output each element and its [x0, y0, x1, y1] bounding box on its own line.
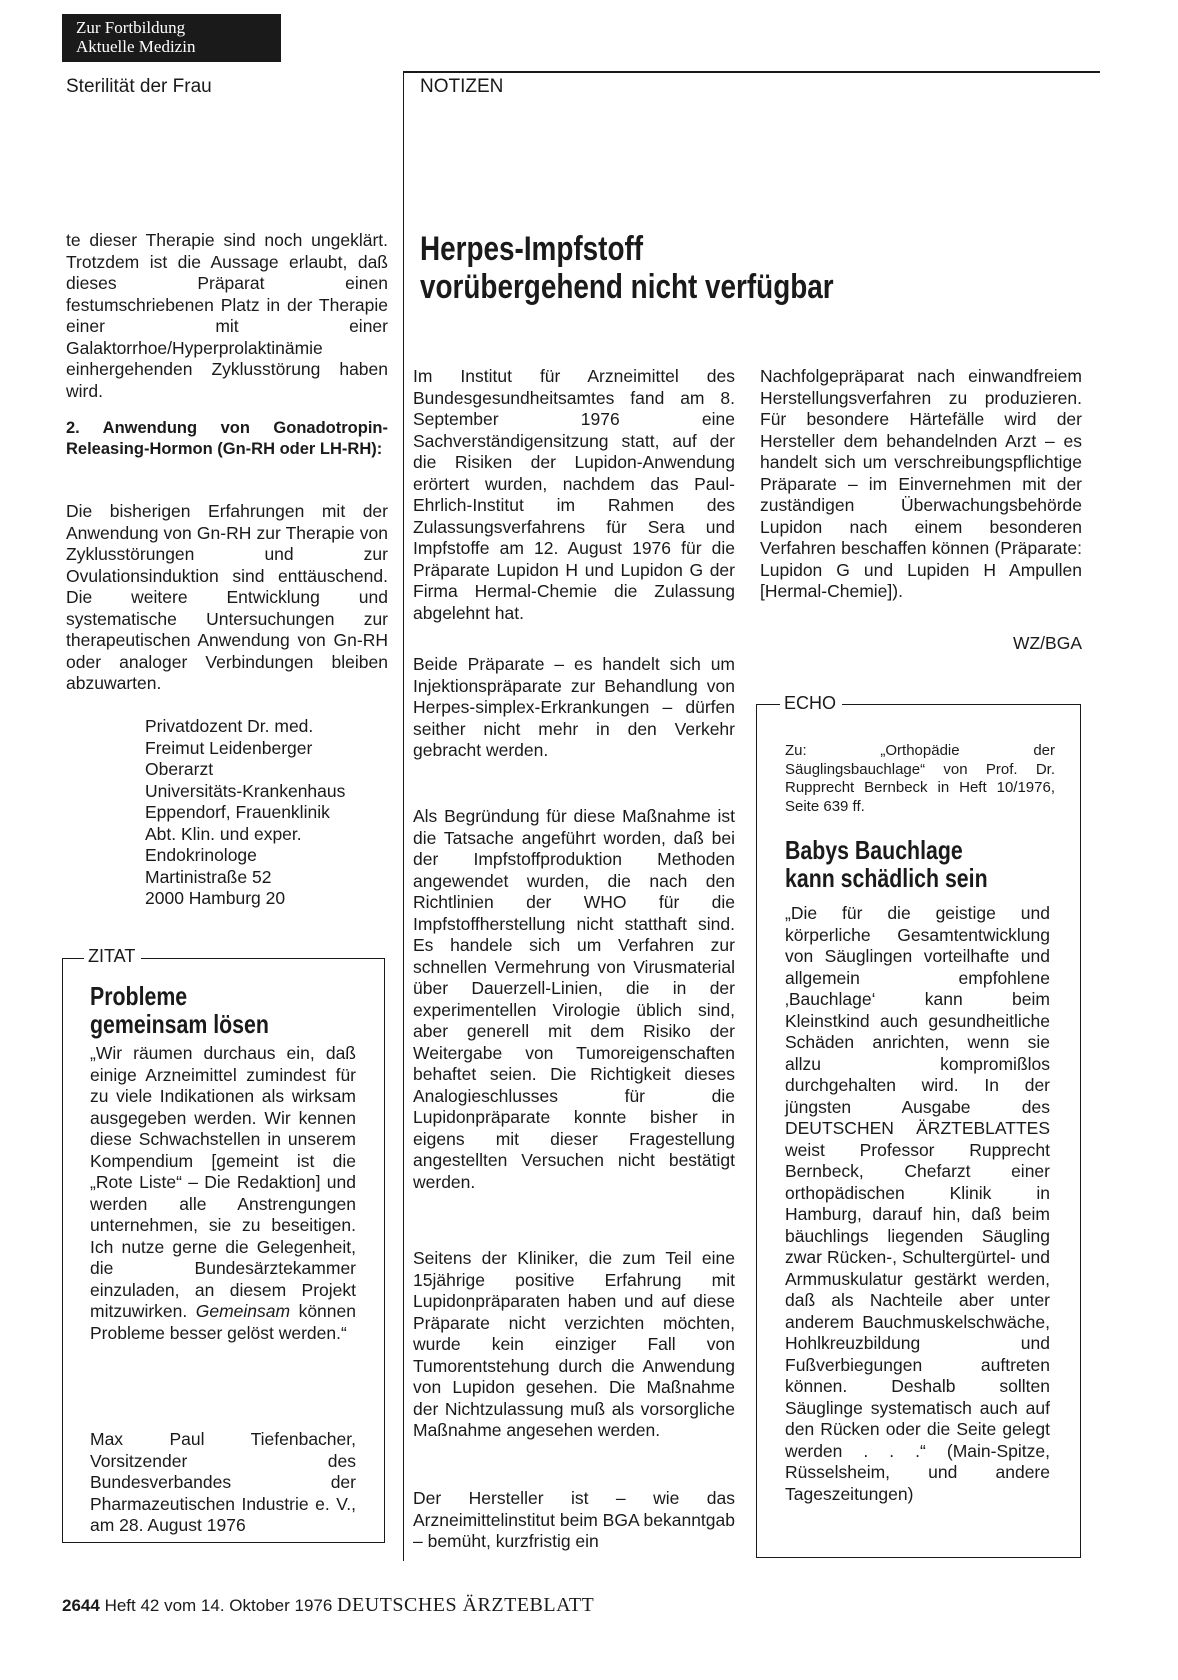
masthead: DEUTSCHES ÄRZTEBLATT [337, 1594, 595, 1616]
page-number: 2644 [62, 1596, 100, 1615]
address-line: Eppendorf, Frauenklinik [145, 802, 330, 822]
left-paragraph-2: Die bisherigen Erfahrungen mit der Anwendung von Gn-RH zur Therapie von Zyklusstörungen und zur Ovulationsinduktion sind enttäuschend. Die weitere Entwicklung und systematische Untersuchungen zur therapeutischen Anwendung von Gn-RH oder analoger Verbindungen bleiben abzuwarten. [66, 501, 388, 693]
page-footer [62, 1594, 594, 1617]
echo-label: ECHO [780, 693, 842, 714]
zitat-title-line2: gemeinsam lösen [90, 1009, 269, 1039]
zitat-label: ZITAT [84, 946, 141, 967]
article-paragraph-1: Im Institut für Arzneimittel des Bundesgesundheitsamtes fand am 8. September 1976 eine Sachverständigensitzung statt, auf der die Risiken der Lupidon-Anwendung erörtert wurden, nachdem das Paul-Ehrlich-Institut im Rahmen des Zulassungsverfahrens für Sera und Impfstoffe am 12. August 1976 für die Präparate Lupidon H und Lupidon G der Firma Hermal-Chemie die Zulassung abgelehnt hat. [413, 366, 735, 623]
article-signature: WZ/BGA [1012, 633, 1082, 653]
section-tag-line2: Aktuelle Medizin [76, 37, 196, 56]
zitat-quote-emphasis: Gemeinsam [195, 1301, 291, 1321]
echo-reference: Zu: „Orthopädie der Säuglingsbauchlage“ von Prof. Dr. Rupprecht Bernbeck in Heft 10/1976, Seite 639 ff. [785, 742, 1055, 815]
article-paragraph-4: Seitens der Kliniker, die zum Teil eine 15jährige positive Erfahrung mit Lupidonpräparaten haben und auf diese Präparate nicht verzichten möchten, wurde kein einziger Fall von Tumorentstehung durch die Anwendung von Lupidon gesehen. Die Maßnahme der Nichtzulassung muß als vorsorgliche Maßnahme angesehen werden. [413, 1248, 735, 1440]
article-paragraph-3: Als Begründung für diese Maßnahme ist die Tatsache angeführt worden, daß bei der Impfstoffproduktion Methoden angewendet wurden, die nach den Richtlinien der WHO für die Impfstoffherstellung nicht statthaft sind. Es handele sich um Verfahren zur schnellen Vermehrung von Virusmaterial über Dauerzell-Linien, die in der experimentellen Virologie üblich sind, aber generell mit dem Risiko der Weitergabe von Tumoreigenschaften behaftet seien. Die Richtigkeit dieses Analogieschlusses für die Lupidonpräparate konnte bisher in eigens mit dieser Fragestellung angestellten Versuchen nicht bestätigt werden. [413, 806, 735, 1192]
section-tag [62, 14, 281, 62]
article-paragraph-6: Nachfolgepräparat nach einwandfreiem Herstellungsverfahren zu produzieren. Für besondere Härtefälle wird der Hersteller dem behandelnden Arzt – es handelt sich um verschreibungspflichtige Präparate – im Einvernehmen mit der zuständigen Überwachungsbehörde Lupidon nach einem besonderen Verfahren beschaffen können (Präparate: Lupidon G und Lupiden H Ampullen [Hermal-Chemie]). [760, 366, 1082, 601]
article-paragraph-5: Der Hersteller ist – wie das Arzneimittelinstitut beim BGA bekanntgab – bemüht, kurzfristig ein [413, 1488, 735, 1551]
article-headline-line1: Herpes-Impfstoff [420, 230, 644, 268]
right-section-title: NOTIZEN [420, 76, 504, 97]
section-tag-line1: Zur Fortbildung [76, 18, 186, 37]
issue-info: Heft 42 vom 14. Oktober 1976 [104, 1596, 333, 1615]
top-rule [403, 71, 1100, 73]
left-subheading: 2. Anwendung von Gonadotropin-Releasing-Hormon (Gn-RH oder LH-RH): [66, 419, 388, 458]
address-line: Universitäts-Krankenhaus [145, 780, 346, 801]
zitat-quote-text: „Wir räumen durchaus ein, daß einige Arzneimittel zumindest für zu viele Indikationen als wirksam ausgegeben werden. Wir kennen diese Schwachstellen in unserem Kompendium [gemeint ist die „Rote Liste“ – Die Redaktion] und werden alle Anstrengungen unternehmen, sie zu beseitigen. Ich nutze gerne die Gelegenheit, die Bundesärztekammer einzuladen, an diesem Projekt mitzuwirken. [90, 1043, 356, 1321]
column-divider [403, 71, 404, 1561]
echo-title-line1: Babys Bauchlage [785, 835, 963, 865]
echo-body: „Die für die geistige und körperliche Gesamtentwicklung von Säuglingen vorteilhafte und allgemein empfohlene ‚Bauchlage‘ kann beim Kleinstkind auch gesundheitliche Schäden anrichten, wenn sie allzu kompromißlos durchgehalten wird. In der jüngsten Ausgabe des DEUTSCHEN ÄRZTEBLATTES weist Professor Rupprecht Bernbeck, Chefarzt einer orthopädischen Klinik in Hamburg, darauf hin, daß beim bäuchlings liegenden Säugling zwar Rücken-, Schultergürtel- und Armmuskulatur gestärkt werden, daß als Nachteile aber unter anderem Bauchmuskelschwäche, Hohlkreuzbildung und Fußverbiegungen auftreten können. Deshalb sollten Säuglinge systematisch auch auf den Rücken oder die Seite gelegt werden . . .“ (Main-Spitze, Rüsselsheim, und andere Tageszeitungen) [785, 903, 1050, 1504]
address-line: Oberarzt [145, 759, 214, 779]
zitat-title-line1: Probleme [90, 981, 188, 1011]
left-section-title: Sterilität der Frau [66, 76, 212, 97]
zitat-quote-end: können Probleme besser gelöst werden.“ [90, 1301, 356, 1343]
article-headline-line2: vorübergehend nicht verfügbar [420, 268, 834, 306]
address-line: Martinistraße 52 [145, 866, 272, 887]
address-line: Endokrinologe [145, 845, 257, 865]
author-address [145, 716, 395, 910]
address-line: 2000 Hamburg 20 [145, 888, 286, 908]
echo-title-line2: kann schädlich sein [785, 863, 988, 893]
address-line: Freimut Leidenberger [145, 737, 313, 758]
zitat-source: Max Paul Tiefenbacher, Vorsitzender des Bundesverbandes der Pharmazeutischen Industrie e. V., am 28. August 1976 [90, 1429, 356, 1535]
address-line: Privatdozent Dr. med. [145, 716, 314, 736]
article-paragraph-2: Beide Präparate – es handelt sich um Injektionspräparate zur Behandlung von Herpes-simplex-Erkrankungen – dürfen seither nicht mehr in den Verkehr gebracht werden. [413, 654, 735, 760]
left-paragraph-1: te dieser Therapie sind noch ungeklärt. Trotzdem ist die Aussage erlaubt, daß dieses Präparat einen festumschriebenen Platz in der Therapie einer mit einer Galaktorrhoe/Hyperprolaktinämie einhergehenden Zyklusstörung haben wird. [66, 230, 388, 401]
zitat-quote [90, 1043, 356, 1344]
address-line: Abt. Klin. und exper. [145, 823, 302, 844]
